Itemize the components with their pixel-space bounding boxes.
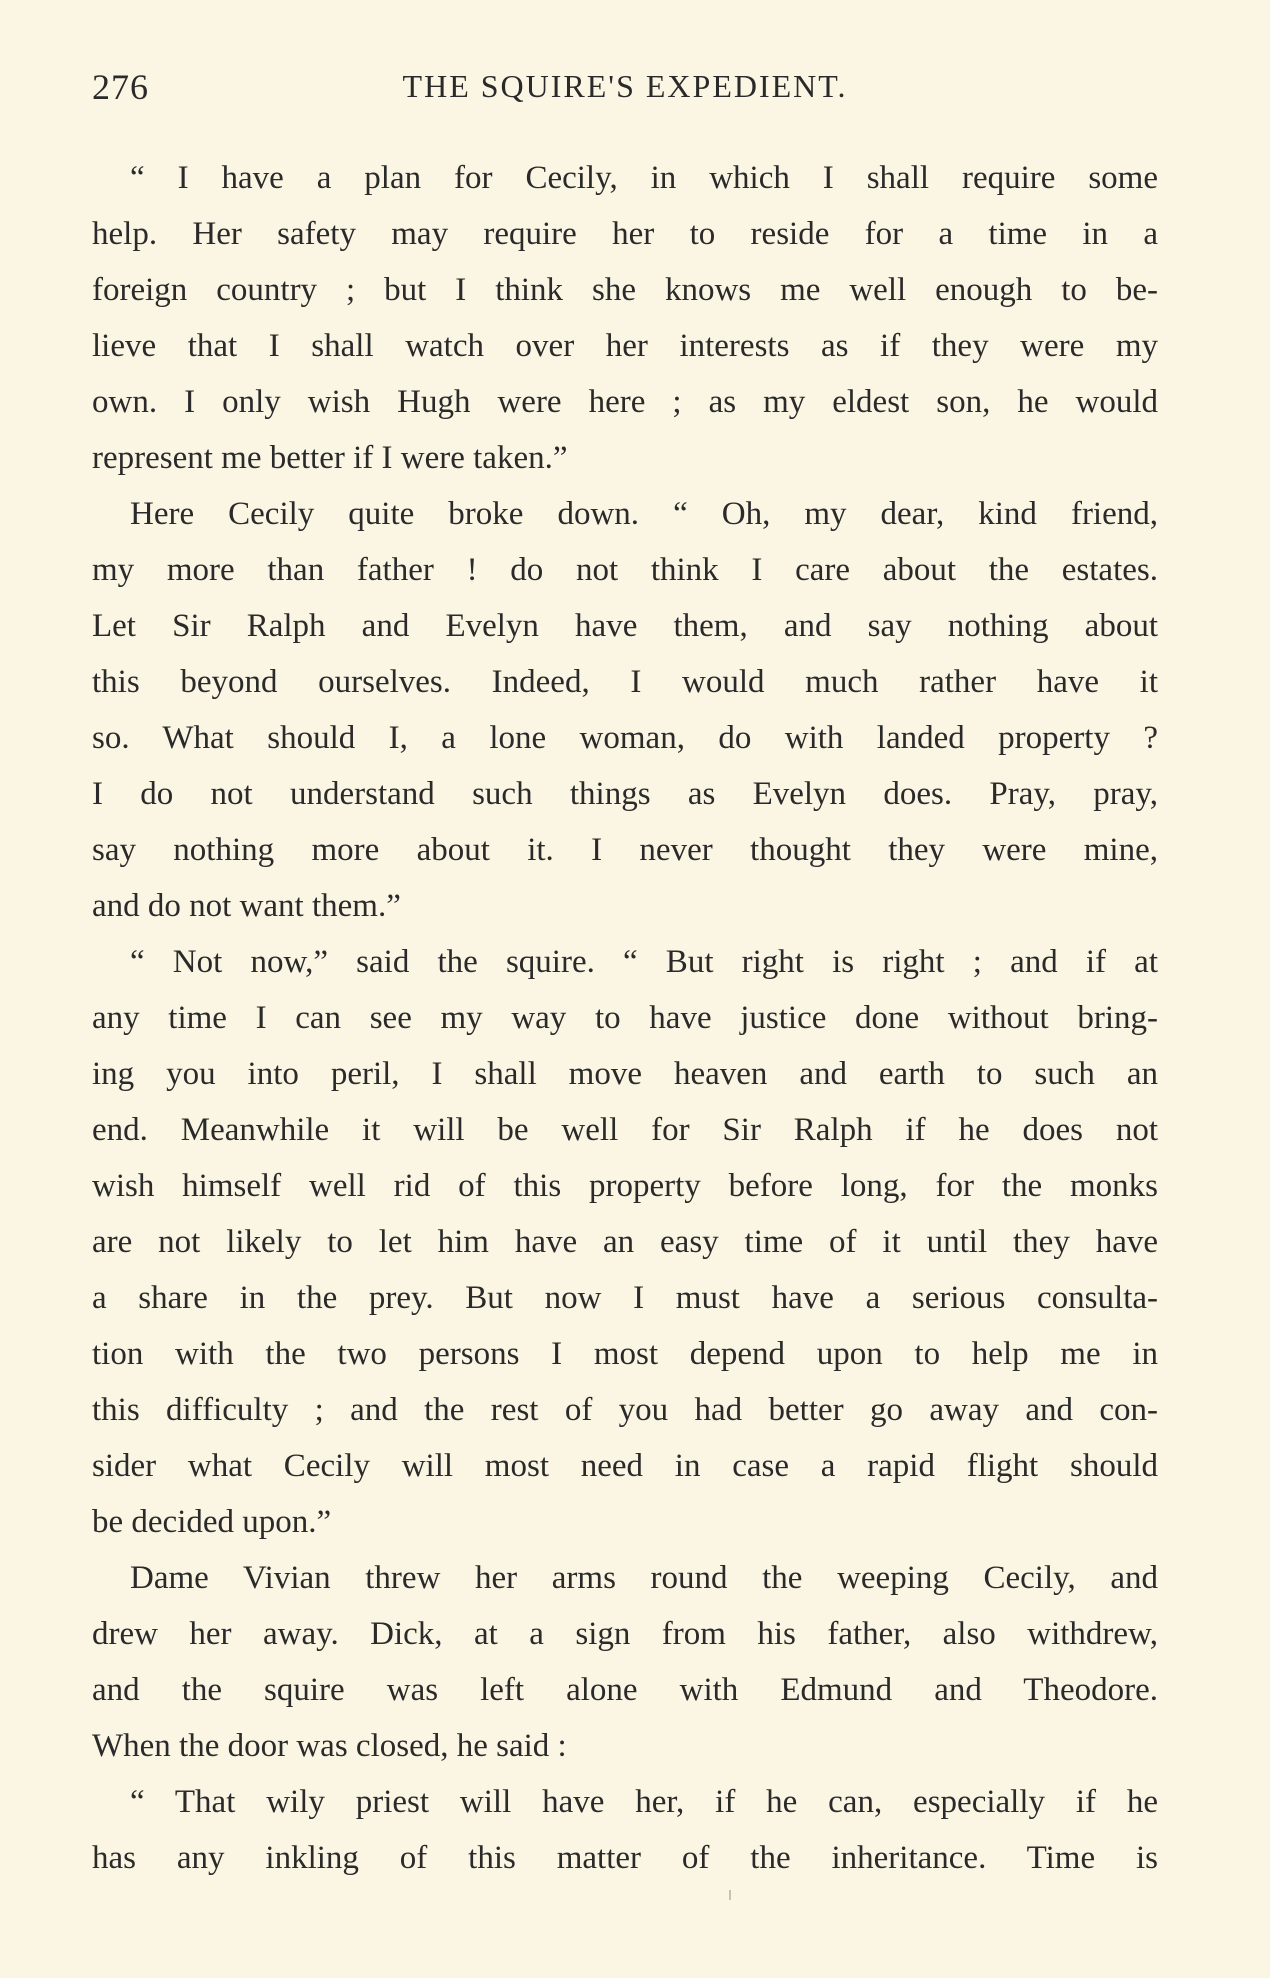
text-line: own. I only wish Hugh were here ; as my eldest son, he would — [92, 384, 1158, 420]
page-header — [92, 66, 1158, 116]
text-line: this difficulty ; and the rest of you had better go away and con- — [92, 1392, 1158, 1428]
text-line: and do not want them.” — [92, 888, 401, 924]
text-line: my more than father ! do not think I care about the estates. — [92, 552, 1158, 588]
text-line: be decided upon.” — [92, 1504, 332, 1540]
text-line: represent me better if I were taken.” — [92, 440, 568, 476]
text-line: so. What should I, a lone woman, do with landed property ? — [92, 720, 1158, 756]
text-line: has any inkling of this matter of the inheritance. Time is — [92, 1840, 1158, 1876]
text-line: foreign country ; but I think she knows me well enough to be- — [92, 272, 1158, 308]
text-line: drew her away. Dick, at a sign from his father, also withdrew, — [92, 1616, 1158, 1652]
text-line: “ That wily priest will have her, if he can, especially if he — [130, 1784, 1158, 1820]
text-line: “ I have a plan for Cecily, in which I shall require some — [130, 160, 1158, 196]
text-line: When the door was closed, he said : — [92, 1728, 567, 1764]
text-line: are not likely to let him have an easy time of it until they have — [92, 1224, 1158, 1260]
text-line: this beyond ourselves. Indeed, I would much rather have it — [92, 664, 1158, 700]
page-number: 276 — [92, 67, 149, 107]
text-line: ing you into peril, I shall move heaven and earth to such an — [92, 1056, 1158, 1092]
text-line: I do not understand such things as Evelyn does. Pray, pray, — [92, 776, 1158, 812]
text-line: a share in the prey. But now I must have a serious consulta- — [92, 1280, 1158, 1316]
text-line: say nothing more about it. I never thought they were mine, — [92, 832, 1158, 868]
text-line: wish himself well rid of this property before long, for the monks — [92, 1168, 1158, 1204]
text-line: Let Sir Ralph and Evelyn have them, and say nothing about — [92, 608, 1158, 644]
text-line: sider what Cecily will most need in case a rapid flight should — [92, 1448, 1158, 1484]
text-line: tion with the two persons I most depend upon to help me in — [92, 1336, 1158, 1372]
print-mark — [729, 1890, 731, 1900]
running-head: THE SQUIRE'S EXPEDIENT. — [402, 68, 848, 104]
body-text — [92, 150, 1158, 1886]
text-line: lieve that I shall watch over her interests as if they were my — [92, 328, 1158, 364]
text-line: help. Her safety may require her to reside for a time in a — [92, 216, 1158, 252]
text-line: any time I can see my way to have justice done without bring- — [92, 1000, 1158, 1036]
text-line: “ Not now,” said the squire. “ But right is right ; and if at — [130, 944, 1158, 980]
text-line: Here Cecily quite broke down. “ Oh, my dear, kind friend, — [130, 496, 1158, 532]
text-line: and the squire was left alone with Edmund and Theodore. — [92, 1672, 1158, 1708]
text-line: end. Meanwhile it will be well for Sir Ralph if he does not — [92, 1112, 1158, 1148]
text-line: Dame Vivian threw her arms round the weeping Cecily, and — [130, 1560, 1158, 1596]
